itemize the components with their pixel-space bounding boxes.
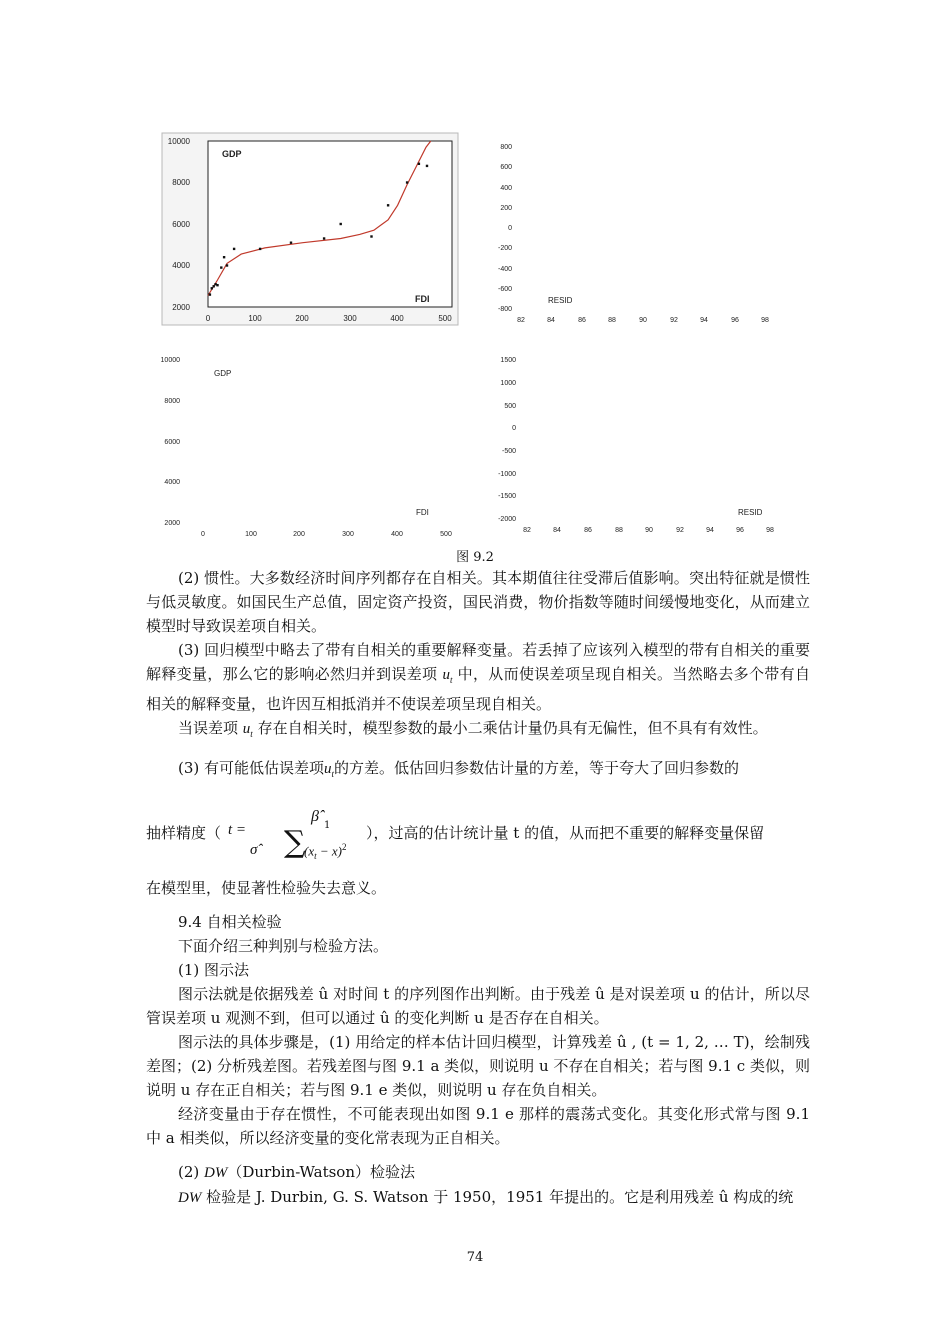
formula-beta-hat: β̂ — [311, 808, 319, 825]
chart-d-ytick: 500 — [504, 403, 516, 410]
chart-a-ytick: 4000 — [172, 261, 190, 270]
paragraph-graphical-method: 图示法就是依据残差 û 对时间 t 的序列图作出判断。由于残差 û 是对误差项 u 的估计，所以尽管误差项 u 观测不到，但可以通过 û 的变化判断 u 是否存在自相关。 — [146, 985, 810, 1027]
paragraph-significance: 在模型里，使显著性检验失去意义。 — [146, 879, 387, 897]
chart-a-plot-area — [208, 141, 452, 307]
chart-a-ytick: 10000 — [167, 137, 190, 146]
chart-c-xticks — [201, 531, 452, 538]
chart-d-label: RESID — [738, 508, 763, 517]
page-number: 74 — [466, 1250, 484, 1265]
text-run: 存在自相关时，模型参数的最小二乘估计量仍具有无偏性，但不具有有效性。 — [257, 719, 768, 737]
formula-prefix: 抽样精度（ — [146, 824, 222, 842]
data-point — [340, 223, 342, 225]
formula-den-x: (x — [304, 843, 315, 859]
chart-d-ytick: -1000 — [498, 471, 516, 478]
symbol-u-subscript: t — [449, 675, 453, 685]
chart-d-ytick: 0 — [512, 425, 516, 432]
chart-d-xtick: 90 — [645, 527, 653, 534]
chart-b-ytick: -200 — [497, 245, 512, 252]
chart-d-ytick: -1500 — [498, 493, 516, 500]
chart-d-xtick: 86 — [584, 527, 592, 534]
chart-b-ytick: -800 — [497, 306, 512, 313]
figure-canvas — [0, 0, 950, 560]
chart-d-xticks — [523, 527, 774, 534]
chart-b-yticks — [498, 144, 512, 313]
paragraph-omitted-variables — [146, 638, 810, 716]
chart-b-xtick: 96 — [731, 317, 739, 324]
chart-c-ytick: 6000 — [164, 439, 180, 446]
chart-d-xtick: 92 — [676, 527, 684, 534]
chart-d-xtick: 96 — [736, 527, 744, 534]
text-block-lower — [146, 876, 810, 1210]
text-run: 的方差。低估回归参数估计量的方差，等于夸大了回归参数的 — [334, 759, 740, 777]
symbol-u-subscript: t — [331, 769, 335, 779]
chart-b-ytick: 400 — [500, 185, 512, 192]
text-run: 中，从而使误差项呈现自相关。当然略去多个带有自相关的解释变量，也许因互相抵消并不使误差项呈现自相关。 — [146, 665, 810, 713]
chart-d-ytick: 1500 — [500, 357, 516, 364]
chart-a-xtick: 200 — [295, 314, 309, 323]
paragraph-dw-intro — [146, 1185, 810, 1210]
text-block-upper — [146, 566, 810, 786]
formula-denominator — [304, 842, 347, 861]
chart-d-xtick: 84 — [553, 527, 561, 534]
chart-a-xtick: 400 — [390, 314, 404, 323]
subsection-heading-graphical: (1) 图示法 — [178, 961, 250, 979]
data-point — [226, 264, 228, 266]
formula-beta-subscript: 1 — [324, 820, 331, 831]
chart-c-ylabel: GDP — [214, 369, 232, 378]
figure-caption: 图 9.2 — [456, 550, 494, 565]
data-point — [406, 181, 408, 183]
chart-c-xtick: 300 — [342, 531, 354, 538]
text-run: 当误差项 — [178, 719, 239, 737]
chart-a-ytick: 8000 — [172, 178, 190, 187]
data-point — [370, 235, 372, 237]
chart-b-ytick: 200 — [500, 205, 512, 212]
chart-d-yticks — [498, 357, 516, 523]
chart-c-ytick: 4000 — [164, 479, 180, 486]
chart-c-ytick: 10000 — [160, 357, 180, 364]
dw-abbrev: DW — [204, 1165, 228, 1181]
paragraph-unbiased — [146, 716, 810, 746]
formula-suffix: ），过高的估计统计量 t 的值，从而把不重要的解释变量保留 — [366, 824, 765, 842]
formula-den-rest: − x) — [319, 843, 342, 859]
data-point — [290, 242, 292, 244]
chart-a-xlabel: FDI — [415, 294, 430, 304]
chart-d-xtick: 88 — [615, 527, 623, 534]
data-point — [418, 163, 420, 165]
paragraph-graphical-steps: 图示法的具体步骤是，(1) 用给定的样本估计回归模型，计算残差 û , (t = 1, 2, … T)，绘制残差图；(2) 分析残差图。若残差图与图 9.1 a 类似，则说明 u 不存在自相关；若与图 9.1 c 类似，则说明 u 存在正自相关；若与图 9.1 e 类似，则说明 u 存在负自相关。 — [146, 1033, 810, 1099]
text-run: 检验是 J. Durbin, G. S. Watson 于 1950，1951 年提出的。它是利用残差 û 构成的统 — [201, 1188, 794, 1206]
chart-b-ytick: 0 — [508, 225, 512, 232]
chart-b-ytick: -600 — [497, 286, 512, 293]
chart-d-ytick: -2000 — [498, 516, 516, 523]
data-point — [209, 293, 211, 295]
symbol-u: u — [242, 721, 251, 737]
text-run: (2) — [178, 1163, 205, 1181]
paragraph-inertia: (2) 惯性。大多数经济时间序列都存在自相关。其本期值往往受滞后值影响。突出特征就是惯性与低灵敏度。如国民生产总值，固定资产投资，国民消费，物价指数等随时间缓慢地变化，从而建立模型时导致误差项自相关。 — [146, 569, 810, 635]
chart-b-ytick: 800 — [500, 144, 512, 151]
chart-d-xtick: 82 — [523, 527, 531, 534]
chart-b-label: RESID — [548, 296, 573, 305]
chart-c-yticks — [161, 357, 181, 527]
chart-c-xlabel: FDI — [416, 508, 429, 517]
chart-d-ytick: -500 — [501, 448, 516, 455]
chart-c-ytick: 2000 — [164, 520, 180, 527]
chart-d-xtick: 98 — [766, 527, 774, 534]
data-point — [220, 266, 222, 268]
section-heading-9-4: 9.4 自相关检验 — [178, 913, 282, 931]
chart-c-xtick: 500 — [440, 531, 452, 538]
chart-c-xtick: 100 — [245, 531, 257, 538]
formula-den-power: 2 — [342, 842, 347, 852]
text-run: (3) 有可能低估误差项 — [178, 759, 325, 777]
paragraph-variance — [146, 756, 810, 786]
data-point — [323, 237, 325, 239]
chart-b-ytick: 600 — [500, 164, 512, 171]
chart-c-xtick: 0 — [201, 531, 205, 538]
chart-a-ytick: 2000 — [172, 303, 190, 312]
formula-den-subscript: t — [314, 850, 317, 861]
chart-b-xtick: 84 — [547, 317, 555, 324]
chart-c-xtick: 400 — [391, 531, 403, 538]
chart-b-xtick: 92 — [670, 317, 678, 324]
chart-d-xtick: 94 — [706, 527, 714, 534]
symbol-u: u — [442, 667, 450, 683]
formula-t: t = — [228, 822, 247, 838]
chart-b-xtick: 90 — [639, 317, 647, 324]
data-point — [259, 248, 261, 250]
subsection-heading-dw — [146, 1160, 810, 1185]
chart-a-xtick: 300 — [343, 314, 357, 323]
chart-b-xtick: 94 — [700, 317, 708, 324]
dw-abbrev: DW — [178, 1190, 202, 1206]
formula-sum-sign: ∑ — [284, 825, 306, 860]
chart-b-xtick: 86 — [578, 317, 586, 324]
data-point — [213, 285, 215, 287]
data-point — [387, 204, 389, 206]
data-point — [233, 248, 235, 250]
data-point — [426, 165, 428, 167]
chart-a-xtick: 100 — [248, 314, 262, 323]
chart-a-xtick: 500 — [438, 314, 452, 323]
chart-b-xtick: 98 — [761, 317, 769, 324]
data-point — [216, 284, 218, 286]
chart-c-ytick: 8000 — [164, 398, 180, 405]
formula-sigma-hat: σ̂ — [250, 842, 258, 858]
chart-b-xtick: 88 — [608, 317, 616, 324]
text-run: (3) 回归模型中略去了带有自相关的重要解释变量。若丢掉了应该列入模型的带有自相关的重要解释变量，那么它的影响必然归并到误差项 — [146, 641, 810, 683]
chart-b-xtick: 82 — [517, 317, 525, 324]
data-point — [223, 256, 225, 258]
chart-a-xtick: 0 — [205, 314, 211, 323]
symbol-u: u — [324, 761, 332, 777]
paragraph-methods-intro: 下面介绍三种判别与检验方法。 — [178, 937, 389, 955]
figure-9-2 — [0, 0, 950, 560]
chart-c-xtick: 200 — [293, 531, 305, 538]
t-statistic-formula — [146, 810, 810, 870]
paragraph-positive-autocorrelation: 经济变量由于存在惯性，不可能表现出如图 9.1 e 那样的震荡式变化。其变化形式常与图 9.1 中 a 相类似，所以经济变量的变化常表现为正自相关。 — [146, 1105, 810, 1147]
chart-d-ytick: 1000 — [500, 380, 516, 387]
chart-a-ylabel: GDP — [222, 149, 242, 159]
text-run: （Durbin-Watson）检验法 — [227, 1163, 415, 1181]
symbol-u-subscript: t — [250, 729, 253, 739]
chart-b-ytick: -400 — [497, 266, 512, 273]
chart-b-xticks — [517, 317, 769, 324]
chart-a-ytick: 6000 — [172, 220, 190, 229]
